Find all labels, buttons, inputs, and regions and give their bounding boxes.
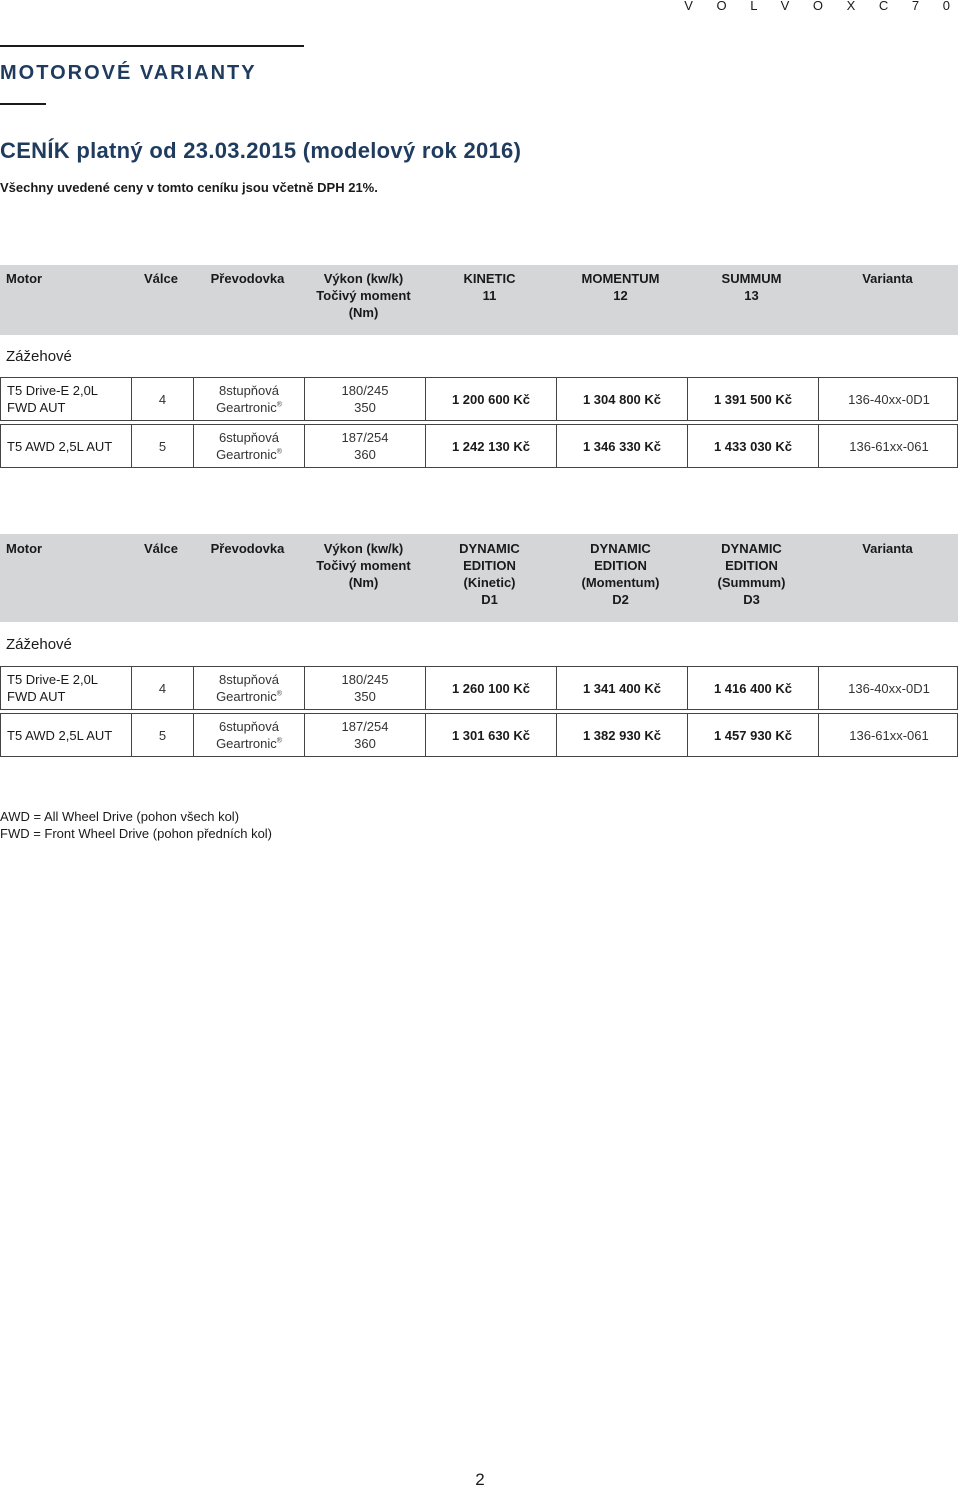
cell-varianta: 136-40xx-0D1 xyxy=(818,667,959,709)
header-kinetic: KINETIC 11 xyxy=(463,271,516,303)
cell-price: 1 260 100 Kč xyxy=(425,667,556,709)
cell-vykon: 180/245 350 xyxy=(304,378,425,420)
cell-price: 1 382 930 Kč xyxy=(556,714,687,756)
footnote-fwd: FWD = Front Wheel Drive (pohon předních kol) xyxy=(0,826,273,841)
table-header xyxy=(0,534,958,622)
header-motor: Motor xyxy=(6,271,43,286)
cell-price: 1 242 130 Kč xyxy=(425,425,556,467)
cell-price: 1 200 600 Kč xyxy=(425,378,556,420)
cell-motor: T5 Drive-E 2,0L FWD AUT xyxy=(7,672,99,704)
cell-motor: T5 AWD 2,5L AUT xyxy=(7,438,113,454)
group-label: Zážehové xyxy=(6,636,72,653)
brand-header: V O L V O X C 7 0 xyxy=(684,0,960,13)
cell-valce: 4 xyxy=(131,378,193,420)
cell-motor: T5 AWD 2,5L AUT xyxy=(7,727,113,743)
cell-valce: 5 xyxy=(131,714,193,756)
cell-prevodovka: 8stupňová Geartronic® xyxy=(193,378,304,420)
price-table-dynamic-edition xyxy=(0,534,958,757)
cell-vykon: 187/254 360 xyxy=(304,714,425,756)
cell-price: 1 433 030 Kč xyxy=(687,425,818,467)
table-row xyxy=(0,713,958,757)
header-summum: SUMMUM 13 xyxy=(721,271,782,303)
cell-varianta: 136-40xx-0D1 xyxy=(818,378,959,420)
price-table-standard xyxy=(0,265,958,468)
cell-varianta: 136-61xx-061 xyxy=(818,425,959,467)
header-momentum: MOMENTUM 12 xyxy=(581,271,660,303)
cell-price: 1 416 400 Kč xyxy=(687,667,818,709)
vat-note: Všechny uvedené ceny v tomto ceníku jsou včetně DPH 21%. xyxy=(0,180,378,195)
table-header xyxy=(0,265,958,335)
cell-motor: T5 Drive-E 2,0L FWD AUT xyxy=(7,383,99,415)
cell-vykon: 187/254 360 xyxy=(304,425,425,467)
header-valce: Válce xyxy=(144,541,178,556)
header-vykon: Výkon (kw/k) Točivý moment (Nm) xyxy=(316,271,411,320)
header-varianta: Varianta xyxy=(862,541,913,556)
table-row xyxy=(0,424,958,468)
footnotes xyxy=(0,808,272,842)
cell-prevodovka: 6stupňová Geartronic® xyxy=(193,425,304,467)
header-dynamic-summum: DYNAMIC EDITION (Summum) D3 xyxy=(717,541,786,607)
header-motor: Motor xyxy=(6,541,43,556)
table-row xyxy=(0,377,958,421)
cell-prevodovka: 6stupňová Geartronic® xyxy=(193,714,304,756)
header-valce: Válce xyxy=(144,271,178,286)
cell-price: 1 301 630 Kč xyxy=(425,714,556,756)
header-varianta: Varianta xyxy=(862,271,913,286)
page-number: 2 xyxy=(475,1470,485,1489)
price-list-title: CENÍK platný od 23.03.2015 (modelový rok 2016) xyxy=(0,138,522,163)
cell-price: 1 457 930 Kč xyxy=(687,714,818,756)
section-title: MOTOROVÉ VARIANTY xyxy=(0,62,257,84)
cell-valce: 4 xyxy=(131,667,193,709)
header-vykon: Výkon (kw/k) Točivý moment (Nm) xyxy=(316,541,411,590)
cell-valce: 5 xyxy=(131,425,193,467)
short-rule xyxy=(0,103,46,105)
cell-vykon: 180/245 350 xyxy=(304,667,425,709)
header-dynamic-momentum: DYNAMIC EDITION (Momentum) D2 xyxy=(581,541,660,607)
cell-prevodovka: 8stupňová Geartronic® xyxy=(193,667,304,709)
cell-price: 1 341 400 Kč xyxy=(556,667,687,709)
footnote-awd: AWD = All Wheel Drive (pohon všech kol) xyxy=(0,809,240,824)
group-label: Zážehové xyxy=(6,348,72,365)
cell-varianta: 136-61xx-061 xyxy=(818,714,959,756)
header-dynamic-kinetic: DYNAMIC EDITION (Kinetic) D1 xyxy=(459,541,520,607)
cell-price: 1 346 330 Kč xyxy=(556,425,687,467)
cell-price: 1 304 800 Kč xyxy=(556,378,687,420)
header-prevodovka: Převodovka xyxy=(210,541,285,556)
header-prevodovka: Převodovka xyxy=(210,271,285,286)
top-rule xyxy=(0,45,304,47)
table-row xyxy=(0,666,958,710)
cell-price: 1 391 500 Kč xyxy=(687,378,818,420)
